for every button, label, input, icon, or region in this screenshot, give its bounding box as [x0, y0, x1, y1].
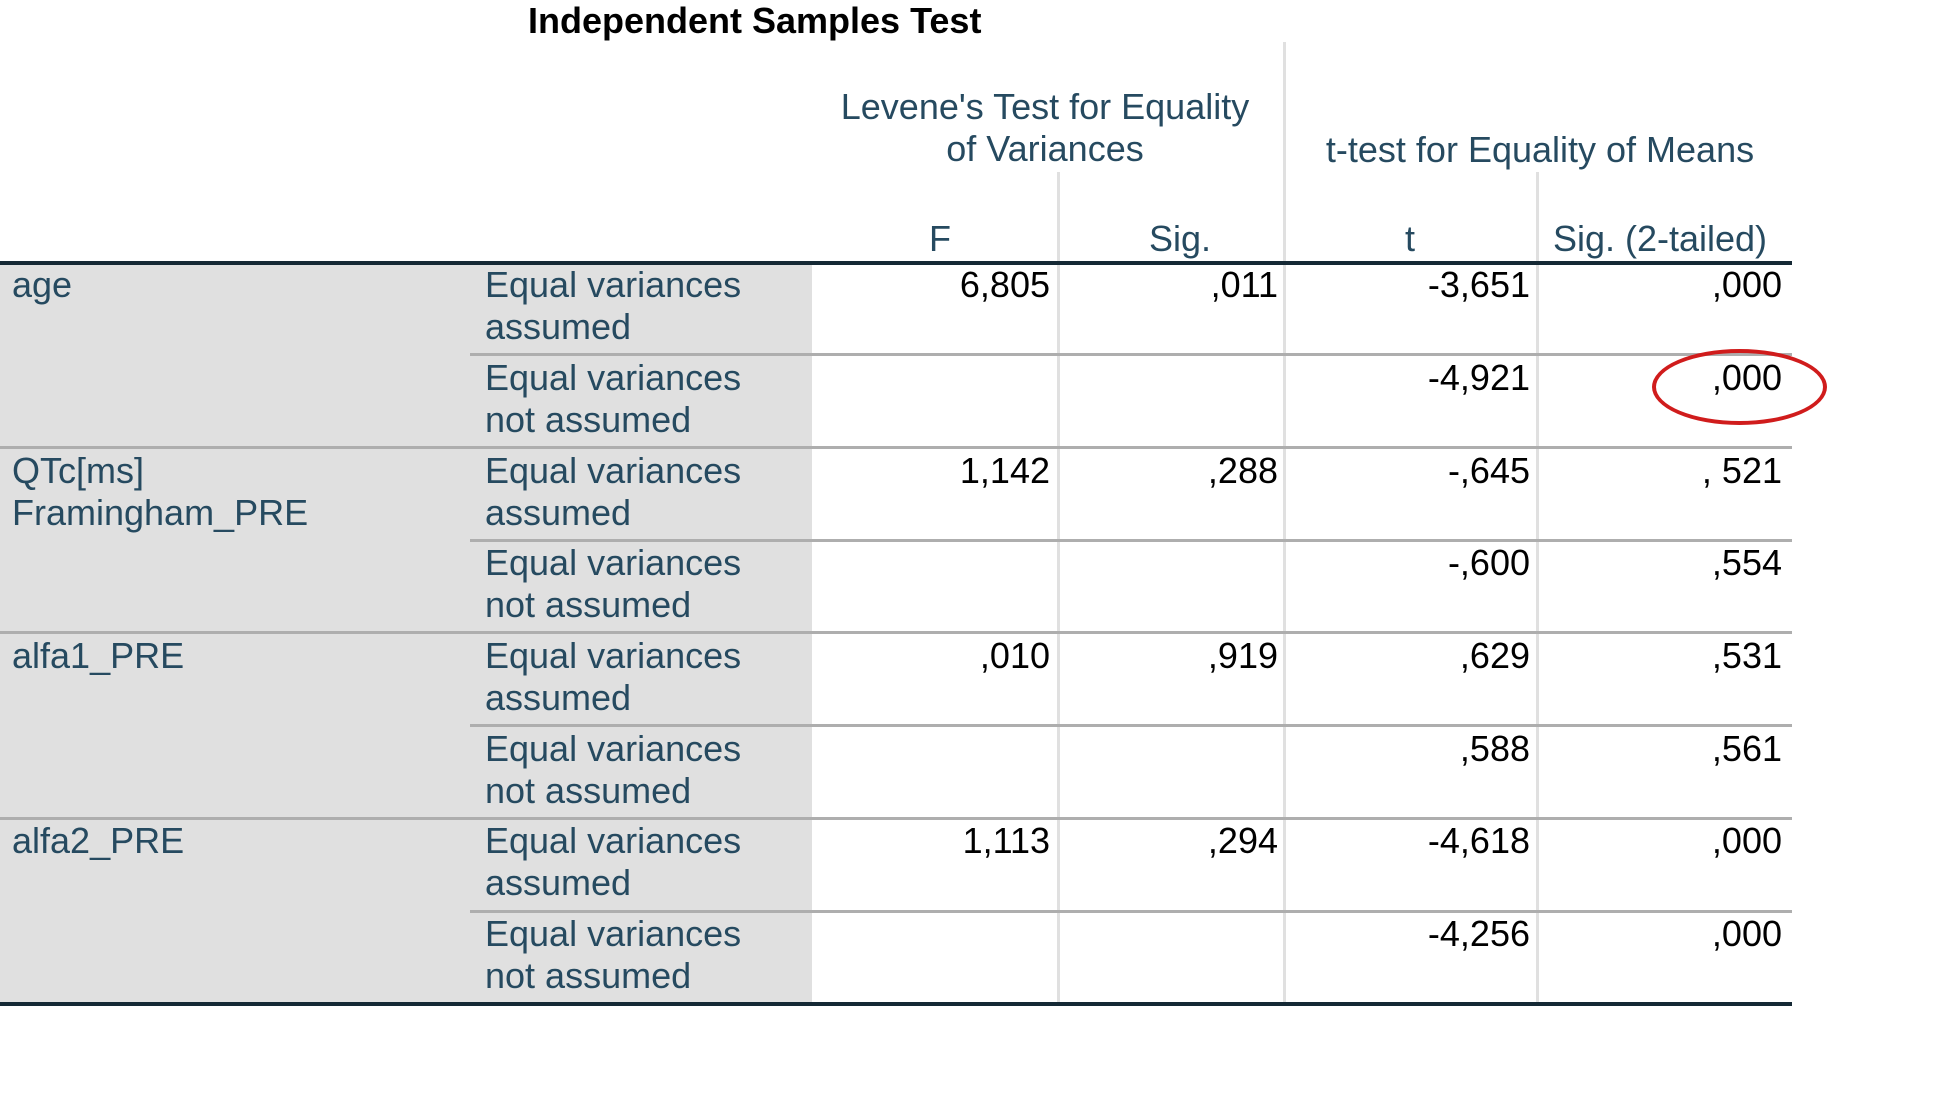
- row-label-line: Equal variances: [485, 264, 742, 305]
- cell-t: -4,921: [1427, 357, 1530, 398]
- row-label-line: assumed: [485, 677, 632, 718]
- row-label: [485, 728, 741, 812]
- row-rule: [470, 353, 1792, 356]
- cell-t: -4,618: [1427, 820, 1530, 861]
- cell-f: 6,805: [959, 264, 1050, 305]
- divider: [1283, 42, 1286, 1006]
- cell-t: -3,651: [1427, 264, 1530, 305]
- variable-label: [12, 820, 184, 862]
- divider: [809, 264, 812, 1006]
- row-label: [485, 450, 741, 534]
- col-header-f: F: [929, 218, 951, 259]
- bottom-rule: [0, 1002, 1792, 1006]
- cell-f: ,010: [979, 635, 1050, 676]
- row-label: [485, 635, 741, 719]
- col-header-sig: Sig.: [1148, 218, 1212, 259]
- row-rule: [0, 446, 1792, 449]
- cell-sig2: ,000: [1711, 264, 1782, 305]
- row-label-line: Equal variances: [485, 542, 742, 583]
- levene-header-line: Levene's Test for Equality: [840, 86, 1250, 127]
- cell-sig2: ,554: [1711, 542, 1782, 583]
- variable-label-line: age: [12, 264, 73, 305]
- cell-sig: ,919: [1207, 635, 1278, 676]
- row-label-line: not assumed: [485, 584, 692, 625]
- row-label: [485, 913, 741, 997]
- cell-f: 1,113: [962, 820, 1050, 861]
- cell-sig2: ,000: [1711, 820, 1782, 861]
- row-label: [485, 264, 741, 348]
- divider: [1057, 172, 1060, 1006]
- variable-label-line: alfa2_PRE: [12, 820, 185, 861]
- cell-t: ,629: [1459, 635, 1530, 676]
- row-label-line: not assumed: [485, 955, 692, 996]
- row-label: [485, 542, 741, 626]
- cell-sig: ,288: [1207, 450, 1278, 491]
- row-label-line: assumed: [485, 862, 632, 903]
- highlight-circle: [1652, 349, 1827, 425]
- row-label: [485, 357, 741, 441]
- row-rule: [470, 724, 1792, 727]
- row-label-line: Equal variances: [485, 728, 742, 769]
- variable-label-line: alfa1_PRE: [12, 635, 185, 676]
- variable-label-line: QTc[ms]: [12, 450, 144, 491]
- row-label-line: assumed: [485, 306, 632, 347]
- divider: [1536, 172, 1539, 1006]
- cell-t: -4,256: [1427, 913, 1530, 954]
- row-label-line: Equal variances: [485, 635, 742, 676]
- variable-label: [12, 635, 184, 677]
- row-label: [485, 820, 741, 904]
- row-rule: [0, 631, 1792, 634]
- variable-label: [12, 450, 308, 534]
- cell-sig2: , 521: [1701, 450, 1782, 491]
- variable-label-line: Framingham_PRE: [12, 492, 309, 533]
- cell-t: -,645: [1447, 450, 1530, 491]
- ttest-header: t-test for Equality of Means: [1325, 129, 1755, 170]
- cell-t: ,588: [1459, 728, 1530, 769]
- cell-t: -,600: [1447, 542, 1530, 583]
- col-header-sig-2-tailed: Sig. (2-tailed): [1552, 218, 1768, 259]
- row-label-line: Equal variances: [485, 913, 742, 954]
- row-label-line: Equal variances: [485, 357, 742, 398]
- row-label-line: Equal variances: [485, 820, 742, 861]
- cell-sig2: ,531: [1711, 635, 1782, 676]
- row-label-line: Equal variances: [485, 450, 742, 491]
- divider: [470, 264, 473, 1006]
- cell-sig2: ,000: [1711, 913, 1782, 954]
- cell-sig2: ,561: [1711, 728, 1782, 769]
- col-header-t: t: [1404, 218, 1415, 259]
- cell-sig: ,294: [1207, 820, 1278, 861]
- table-title: Independent Samples Test: [528, 0, 982, 41]
- variable-label: [12, 264, 72, 306]
- row-label-line: not assumed: [485, 399, 692, 440]
- levene-header: [820, 86, 1270, 170]
- cell-sig2: ,000: [1711, 357, 1782, 398]
- cell-f: 1,142: [959, 450, 1050, 491]
- row-label-line: assumed: [485, 492, 632, 533]
- row-label-line: not assumed: [485, 770, 692, 811]
- levene-header-line: of Variances: [946, 128, 1144, 169]
- cell-sig: ,011: [1210, 264, 1278, 305]
